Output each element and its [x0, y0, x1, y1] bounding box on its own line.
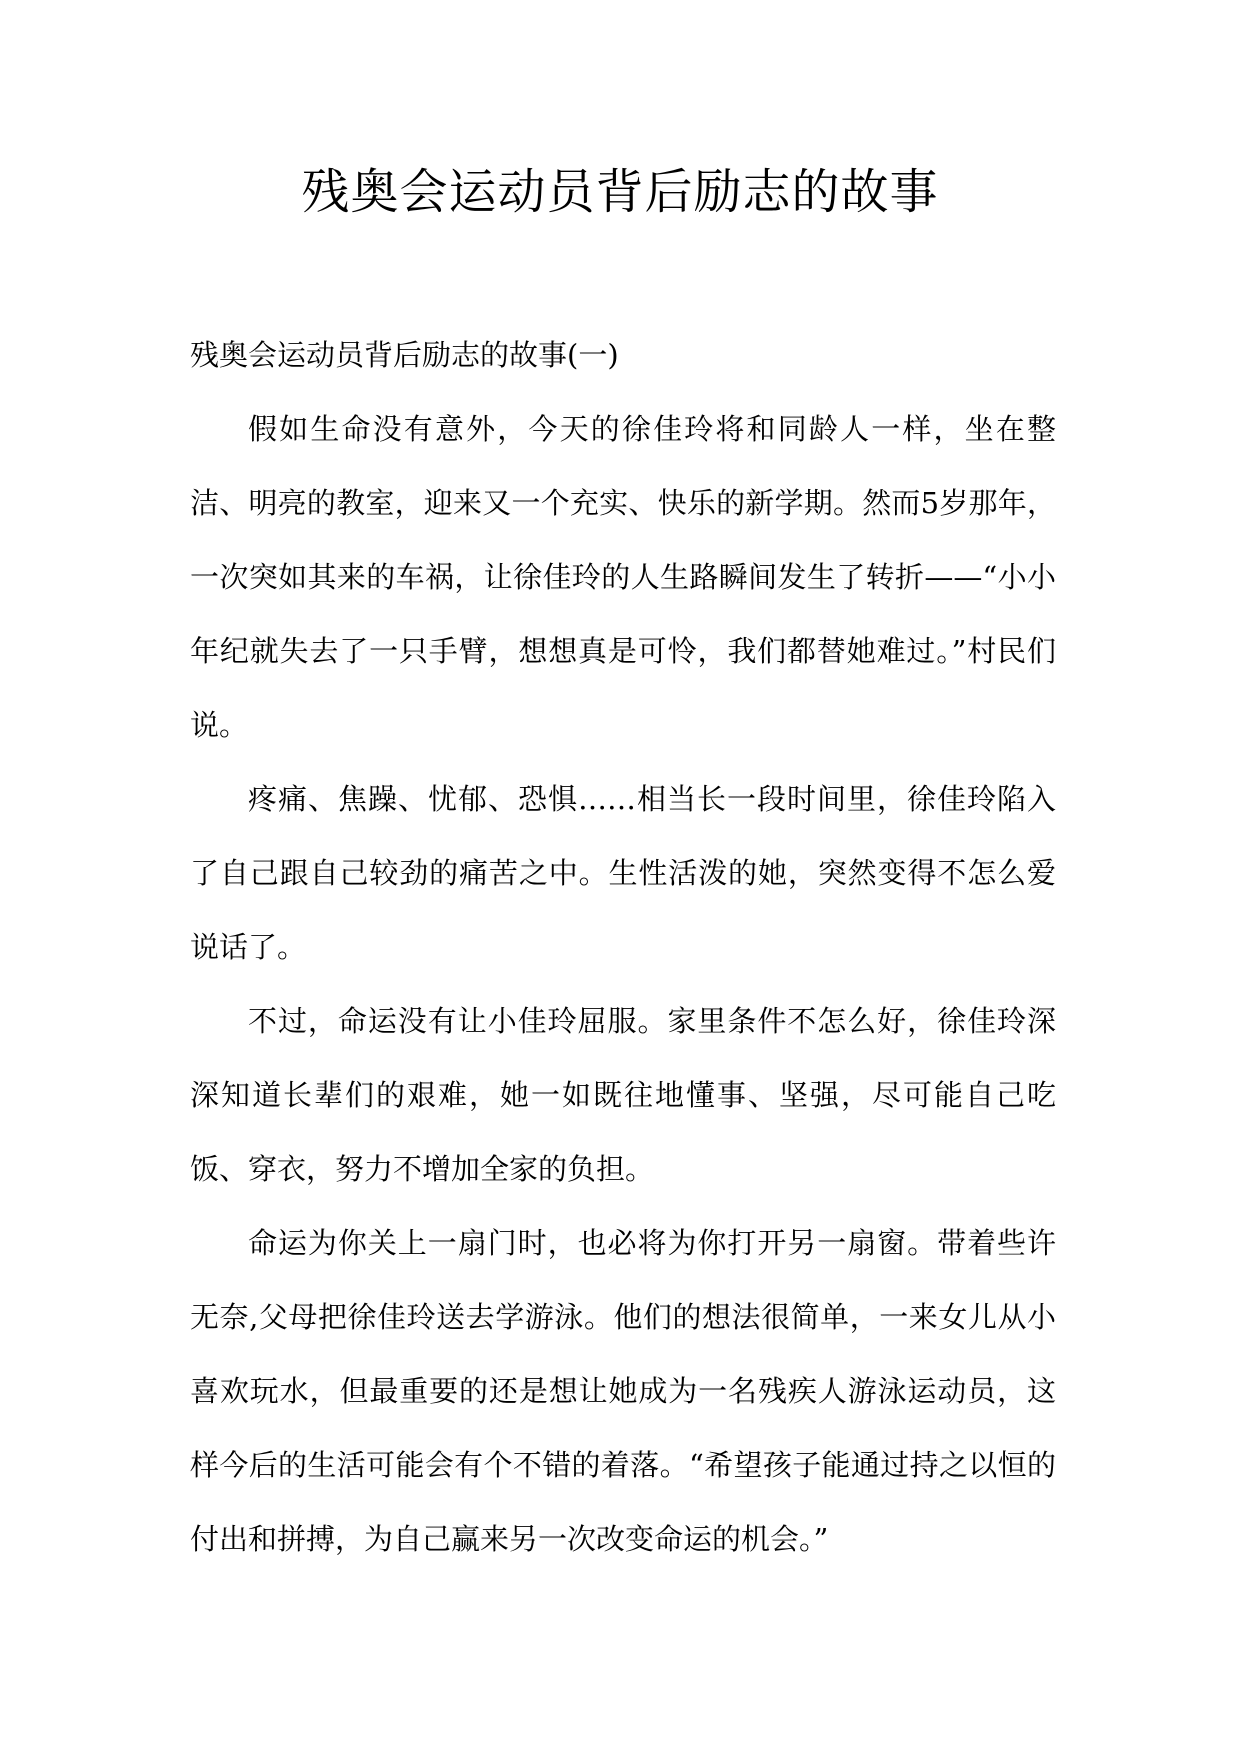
paragraph-4: 命运为你关上一扇门时，也必将为你打开另一扇窗。带着些许无奈,父母把徐佳玲送去学游泳。他们的想法很简单，一来女儿从小喜欢玩水，但最重要的还是想让她成为一名残疾人游泳运动员，这样今后的生活可能会有个不错的着落。“希望孩子能通过持之以恒的付出和拼搏，为自己赢来另一次改变命运的机会。”	[190, 1226, 1056, 1556]
article-body	[190, 318, 1056, 1576]
page-title: 残奥会运动员背后励志的故事	[301, 164, 939, 220]
paragraph-2: 疼痛、焦躁、忧郁、恐惧……相当长一段时间里，徐佳玲陷入了自己跟自己较劲的痛苦之中。生性活泼的她，突然变得不怎么爱说话了。	[190, 782, 1056, 964]
paragraph-1: 假如生命没有意外，今天的徐佳玲将和同龄人一样，坐在整洁、明亮的教室，迎来又一个充实、快乐的新学期。然而5岁那年，一次突如其来的车祸，让徐佳玲的人生路瞬间发生了转折——“小小年纪就失去了一只手臂，想想真是可怜，我们都替她难过。”村民们说。	[190, 412, 1056, 742]
section-subtitle: 残奥会运动员背后励志的故事(一)	[190, 338, 619, 372]
paragraph-3: 不过，命运没有让小佳玲屈服。家里条件不怎么好，徐佳玲深深知道长辈们的艰难，她一如既往地懂事、坚强，尽可能自己吃饭、穿衣，努力不增加全家的负担。	[190, 1004, 1056, 1186]
